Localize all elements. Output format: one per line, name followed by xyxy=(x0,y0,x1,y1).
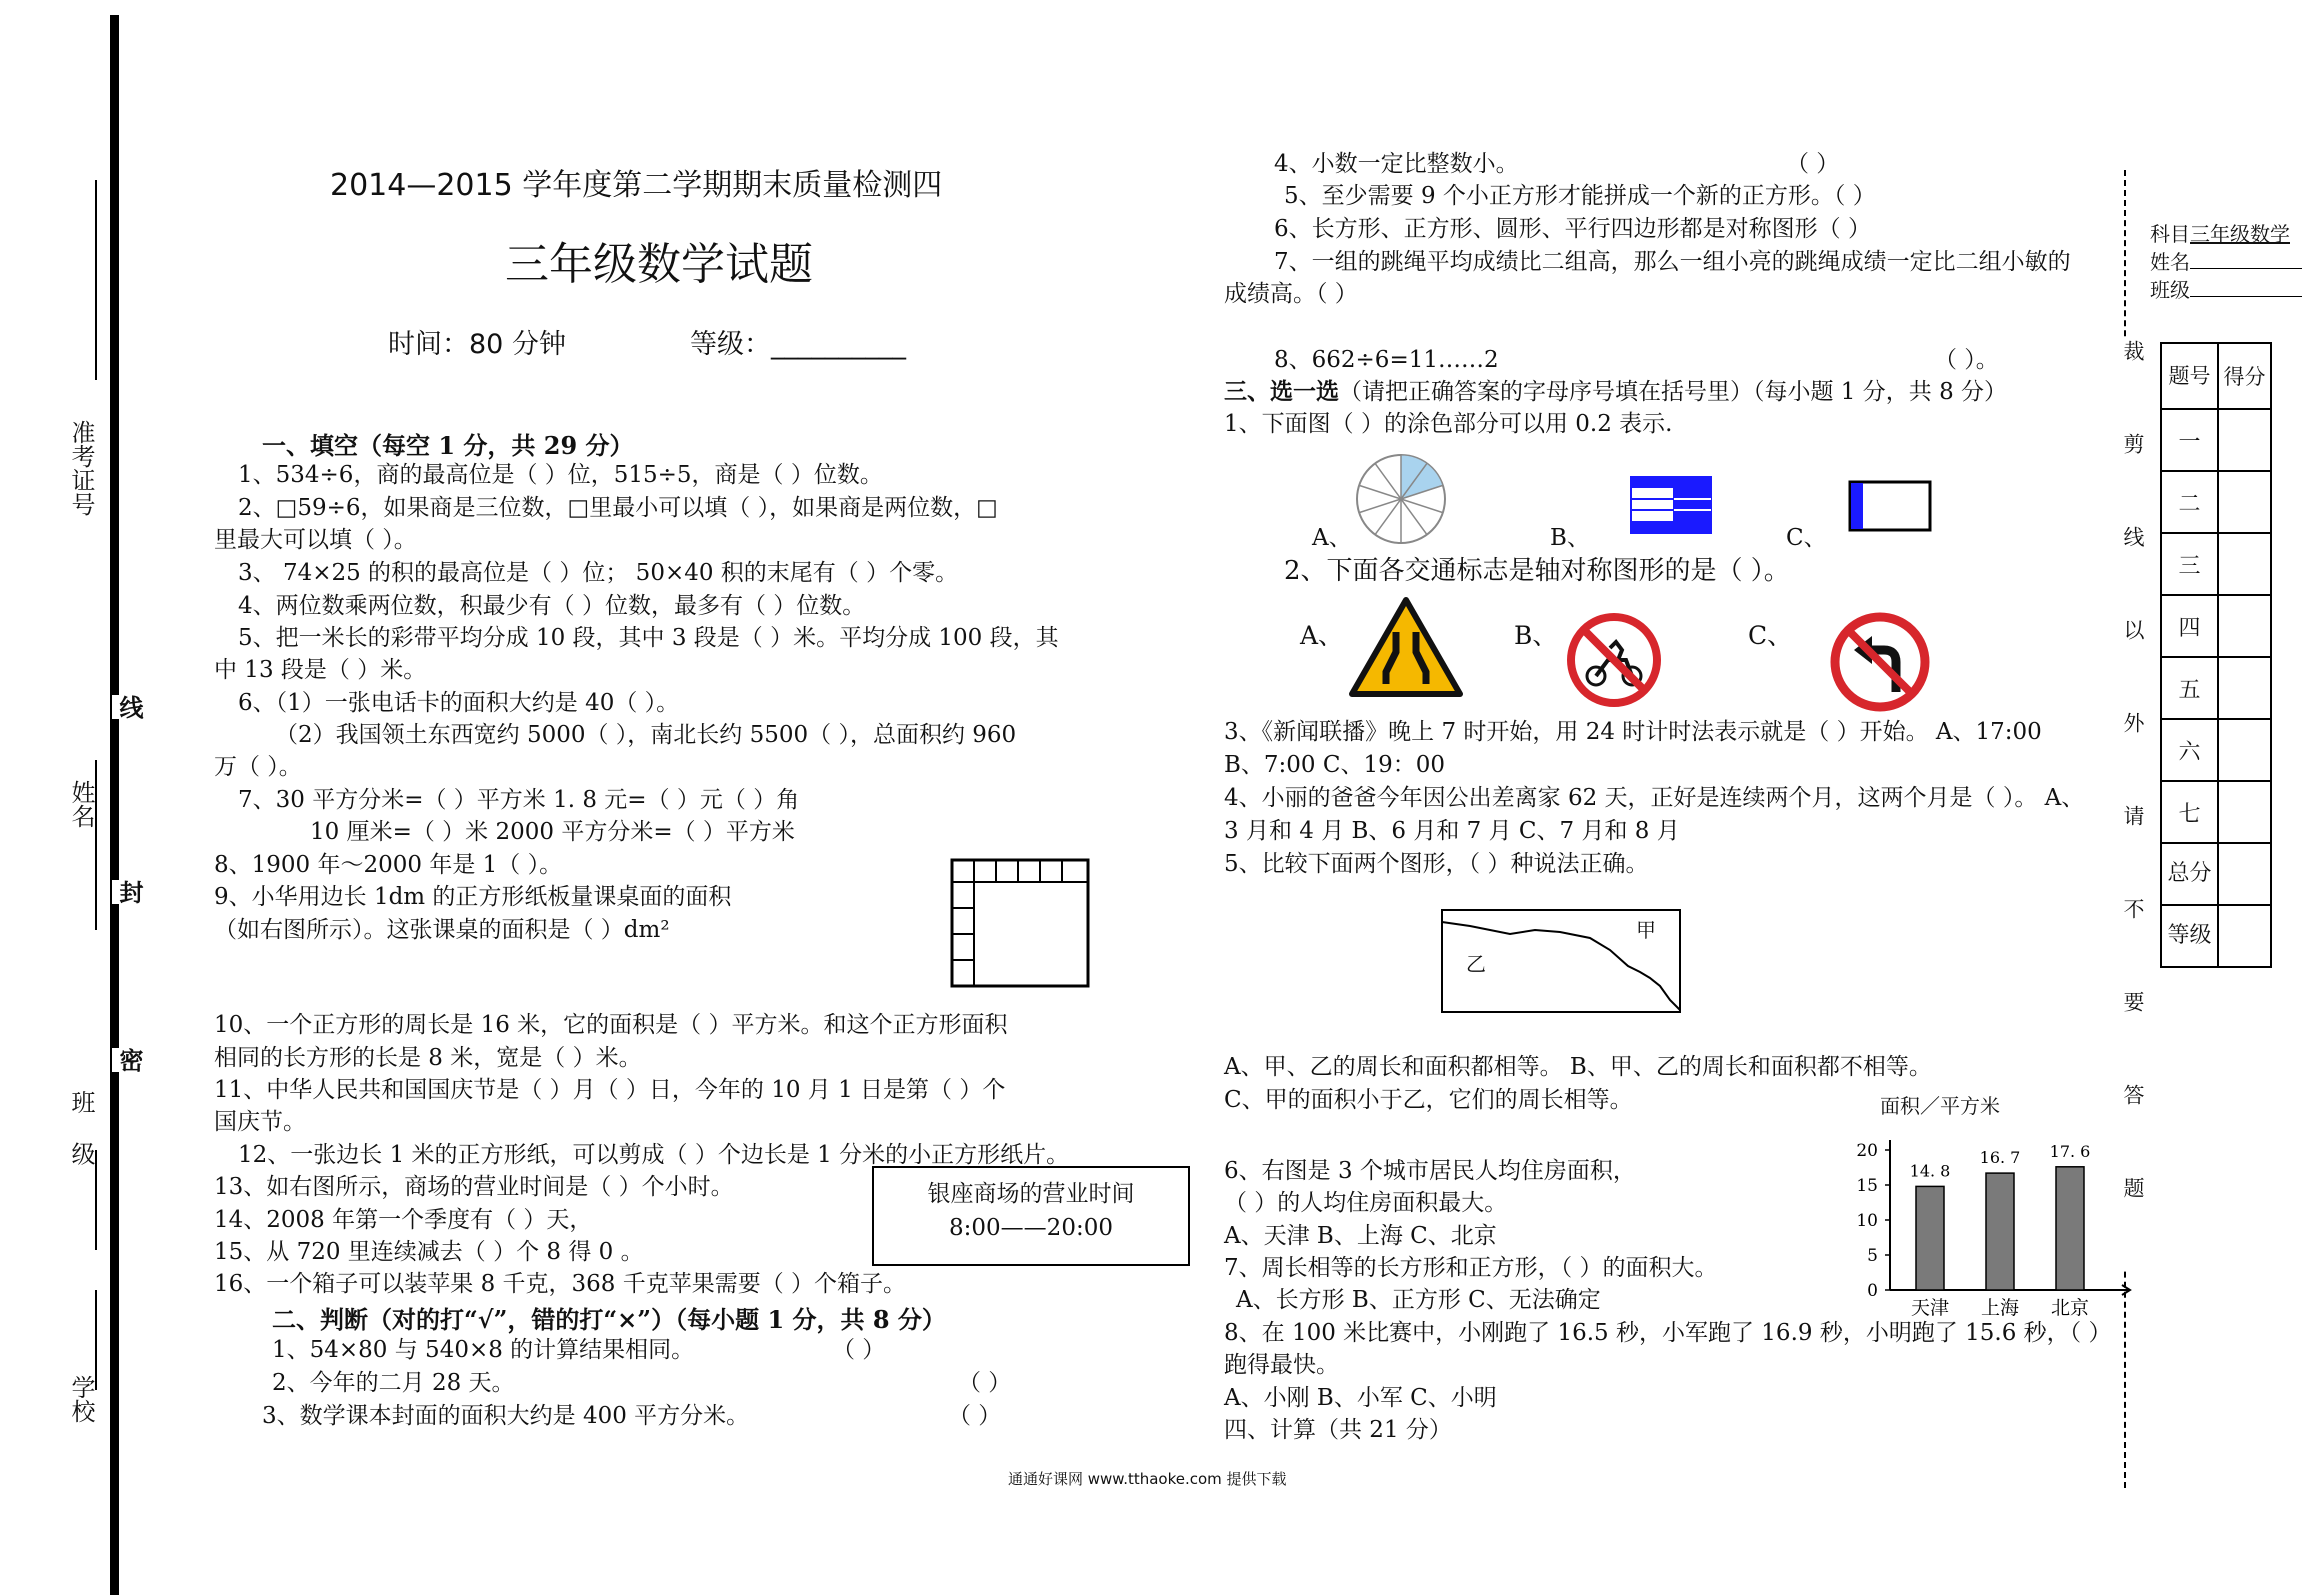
choice-2-opt-a: A、 xyxy=(1300,621,1344,650)
choice-5-opts-ab: A、甲、乙的周长和面积都相等。 B、甲、乙的周长和面积都不相等。 xyxy=(1224,1054,1932,1080)
class-field-blank[interactable] xyxy=(2190,276,2302,297)
s1-line-9: （2）我国领土东西宽约 5000（ ），南北长约 5500（ ），总面积约 960 xyxy=(275,722,1017,748)
s1-line-6: 5、把一米长的彩带平均分成 10 段，其中 3 段是（ ）米。平均分成 100 段，其 xyxy=(238,625,1059,651)
s1-line-10: 万（ ）。 xyxy=(214,754,302,780)
desk-grid-figure xyxy=(950,858,1090,988)
s1-line-1: 1、534÷6，商的最高位是（ ）位，515÷5，商是（ ）位数。 xyxy=(238,462,883,488)
judge-1-paren: （ ） xyxy=(832,1337,886,1363)
judge-4-paren: （ ） xyxy=(1786,151,1840,177)
subject-field xyxy=(2150,220,2290,248)
score-row-label: 六 xyxy=(2161,719,2218,781)
half-filled-rect-figure xyxy=(1848,480,1932,532)
name-field-blank[interactable] xyxy=(2190,248,2302,269)
seal-label-2: 密 xyxy=(112,1048,147,1072)
judge-3-paren: （ ） xyxy=(948,1403,1002,1429)
choice-3: 3、《新闻联播》晚上 7 时开始，用 24 时计时法表示就是（ ）开始。 A、17:00 xyxy=(1224,719,2042,745)
section3-title: 三、选一选 xyxy=(1224,378,1339,405)
score-row-label: 总分 xyxy=(2161,843,2218,905)
time-label: 时间：80 分钟 xyxy=(388,329,566,360)
jia-label: 甲 xyxy=(1636,918,1656,942)
choice-2-opt-c: C、 xyxy=(1748,621,1793,650)
bar-value-label: 17. 6 xyxy=(2049,1141,2091,1161)
cut-char: 不 xyxy=(2121,898,2145,991)
choice-8-cont: 跑得最快。 xyxy=(1224,1352,1339,1378)
s1-line-4: 3、 74×25 的积的最高位是（ ）位； 50×40 积的末尾有（ ）个零。 xyxy=(238,560,959,586)
judge-7-cont: 成绩高。（ ） xyxy=(1224,281,1358,307)
y-tick-label: 0 xyxy=(1867,1281,1878,1301)
category-label: 天津 xyxy=(1910,1297,1950,1319)
s1-line-22: 14、2008 年第一个季度有（ ）天， xyxy=(214,1207,593,1233)
judge-2: 2、今年的二月 28 天。 xyxy=(272,1370,515,1396)
s1-line-17: 相同的长方形的长是 8 米，宽是（ ）米。 xyxy=(214,1045,642,1071)
class-field xyxy=(2150,276,2302,304)
school-label: 学校 xyxy=(67,1375,95,1423)
choice-4: 4、小丽的爸爸今年因公出差离家 62 天，正好是连续两个月，这两个月是（ ）。 A、 xyxy=(1224,785,2085,811)
s1-line-15: （如右图所示）。这张课桌的面积是（ ）dm² xyxy=(214,917,670,943)
s1-line-21: 13、如右图所示，商场的营业时间是（ ）个小时。 xyxy=(214,1174,734,1200)
name-label: 姓名 xyxy=(67,780,95,828)
score-cell[interactable] xyxy=(2218,843,2271,905)
s1-line-5: 4、两位数乘两位数，积最少有（ ）位数，最多有（ ）位数。 xyxy=(238,593,866,619)
choice-1-opt-b: B、 xyxy=(1550,525,1590,551)
score-cell[interactable] xyxy=(2218,719,2271,781)
score-row-label: 三 xyxy=(2161,533,2218,595)
bar-天津 xyxy=(1916,1186,1944,1290)
score-cell[interactable] xyxy=(2218,905,2271,967)
subject-label: 科目 xyxy=(2150,222,2190,246)
score-row-label: 二 xyxy=(2161,471,2218,533)
judge-6: 6、长方形、正方形、圆形、平行四边形都是对称图形（ ） xyxy=(1274,216,1871,242)
bar-value-label: 14. 8 xyxy=(1909,1161,1951,1181)
s1-line-16: 10、一个正方形的周长是 16 米，它的面积是（ ）平方米。和这个正方形面积 xyxy=(214,1012,1008,1038)
judge-4: 4、小数一定比整数小。 xyxy=(1274,151,1519,177)
choice-6-cont: （ ）的人均住房面积最大。 xyxy=(1224,1190,1508,1216)
no-motorcycle-sign-icon xyxy=(1566,612,1662,708)
binding-bar xyxy=(110,15,119,1595)
s1-line-14: 9、小华用边长 1dm 的正方形纸板量课桌面的面积 xyxy=(214,884,732,910)
cut-char: 裁 xyxy=(2121,340,2145,433)
score-table xyxy=(2160,342,2272,968)
main-title: 三年级数学试题 xyxy=(505,239,813,290)
choice-6: 6、右图是 3 个城市居民人均住房面积， xyxy=(1224,1158,1636,1184)
score-row-label: 七 xyxy=(2161,781,2218,843)
score-cell[interactable] xyxy=(2218,409,2271,471)
judge-7: 7、一组的跳绳平均成绩比二组高，那么一组小亮的跳绳成绩一定比二组小敏的 xyxy=(1274,249,2071,275)
category-label: 上海 xyxy=(1980,1297,2020,1319)
cut-char: 剪 xyxy=(2121,433,2145,526)
grade-label: 等级：__________ xyxy=(690,329,906,360)
choice-1-opt-c: C、 xyxy=(1786,525,1827,551)
section1-title: 一、填空（每空 1 分，共 29 分） xyxy=(262,431,634,460)
subject-value: 三年级数学 xyxy=(2190,222,2290,246)
circle-sectors-figure xyxy=(1354,452,1448,546)
bar-北京 xyxy=(2056,1167,2084,1290)
choice-2-opt-b: B、 xyxy=(1514,621,1558,650)
section4-title: 四、计算（共 21 分） xyxy=(1224,1417,1452,1443)
cut-char: 要 xyxy=(2121,991,2145,1084)
s1-line-24: 16、一个箱子可以装苹果 8 千克，368 千克苹果需要（ ）个箱子。 xyxy=(214,1271,907,1297)
choice-6-opts: A、天津 B、上海 C、北京 xyxy=(1224,1223,1497,1249)
s1-line-13: 8、1900 年～2000 年是 1（ ）。 xyxy=(214,852,563,878)
name-field-label: 姓名 xyxy=(2150,250,2190,274)
id-line xyxy=(95,180,97,380)
choice-3-cont: B、7:00 C、19：00 xyxy=(1224,752,1445,778)
choice-8: 8、在 100 米比赛中，小刚跑了 16.5 秒，小军跑了 16.9 秒，小明跑了 15.6 秒，（ ） xyxy=(1224,1320,2112,1346)
choice-8-opts: A、小刚 B、小军 C、小明 xyxy=(1224,1385,1497,1411)
section3-heading xyxy=(1224,376,2007,408)
s1-line-2: 2、□59÷6，如果商是三位数，□里最小可以填（ ），如果商是两位数，□ xyxy=(238,495,998,521)
y-tick-label: 15 xyxy=(1856,1176,1878,1196)
no-left-turn-sign-icon xyxy=(1830,612,1930,712)
y-tick-label: 5 xyxy=(1867,1246,1878,1266)
line-label: 线 xyxy=(112,695,147,719)
mall-box-title: 银座商场的营业时间 xyxy=(927,1181,1135,1207)
cut-char: 请 xyxy=(2121,805,2145,898)
s1-line-3: 里最大可以填（ ）。 xyxy=(214,527,417,553)
y-tick-label: 20 xyxy=(1856,1141,1878,1161)
category-label: 北京 xyxy=(2050,1297,2090,1319)
score-row-label: 一 xyxy=(2161,409,2218,471)
cut-char: 答 xyxy=(2121,1084,2145,1177)
judge-8: 8、662÷6=11……2 xyxy=(1274,347,1499,373)
y-tick-label: 10 xyxy=(1856,1211,1878,1231)
score-cell[interactable] xyxy=(2218,533,2271,595)
choice-7: 7、周长相等的长方形和正方形，（ ）的面积大。 xyxy=(1224,1255,1718,1281)
section3-note: （请把正确答案的字母序号填在括号里）（每小题 1 分，共 8 分） xyxy=(1339,379,2008,405)
choice-1: 1、下面图（ ）的涂色部分可以用 0.2 表示. xyxy=(1224,411,1673,437)
choice-4-cont: 3 月和 4 月 B、6 月和 7 月 C、7 月和 8 月 xyxy=(1224,818,1680,844)
score-row-label: 等级 xyxy=(2161,905,2218,967)
bar-value-label: 16. 7 xyxy=(1979,1148,2021,1168)
score-cell[interactable] xyxy=(2218,471,2271,533)
choice-5: 5、比较下面两个图形，（ ）种说法正确。 xyxy=(1224,851,1649,877)
choice-7-opts: A、长方形 B、正方形 C、无法确定 xyxy=(1236,1287,1601,1313)
s1-line-12: 10 厘米=（ ）米 2000 平方分米=（ ）平方米 xyxy=(310,819,795,845)
score-header-no: 题号 xyxy=(2161,343,2218,409)
housing-bar-chart xyxy=(1840,1120,2160,1330)
class-label: 班 级 xyxy=(67,1090,95,1176)
year-title: 2014—2015 学年度第二学期期末质量检测四 xyxy=(330,168,943,203)
name-field xyxy=(2150,248,2302,276)
judge-1: 1、54×80 与 540×8 的计算结果相同。 xyxy=(272,1337,695,1363)
cut-char: 以 xyxy=(2121,619,2145,712)
s1-line-8: 6、（1）一张电话卡的面积大约是 40（ ）。 xyxy=(238,690,680,716)
chart-title: 面积／平方米 xyxy=(1880,1094,2000,1118)
score-row-label: 五 xyxy=(2161,657,2218,719)
choice-1-opt-a: A、 xyxy=(1312,525,1352,551)
choice-5-opt-c: C、甲的面积小于乙，它们的周长相等。 xyxy=(1224,1087,1633,1113)
score-cell[interactable] xyxy=(2218,657,2271,719)
exam-id-label: 准考证号 xyxy=(67,420,95,516)
class-field-label: 班级 xyxy=(2150,278,2190,302)
mall-hours-box xyxy=(872,1166,1190,1266)
s1-line-20: 12、一张边长 1 米的正方形纸，可以剪成（ ）个边长是 1 分米的小正方形纸片。 xyxy=(238,1142,1070,1168)
s1-line-7: 中 13 段是（ ）米。 xyxy=(214,657,427,683)
cut-char: 外 xyxy=(2121,712,2145,805)
seal-label: 封 xyxy=(112,880,147,904)
judge-2-paren: （ ） xyxy=(958,1370,1012,1396)
score-cell[interactable] xyxy=(2218,595,2271,657)
s1-line-11: 7、30 平方分米=（ ）平方米 1. 8 元=（ ）元（ ）角 xyxy=(238,787,800,813)
score-cell[interactable] xyxy=(2218,781,2271,843)
cut-char: 题 xyxy=(2121,1177,2145,1270)
s1-line-23: 15、从 720 里连续减去（ ）个 8 得 0 。 xyxy=(214,1239,644,1265)
judge-3: 3、数学课本封面的面积大约是 400 平方分米。 xyxy=(262,1403,750,1429)
stripe-rect-figure xyxy=(1630,476,1712,534)
bar-上海 xyxy=(1986,1173,2014,1290)
cut-char: 线 xyxy=(2121,526,2145,619)
s1-line-18: 11、中华人民共和国国庆节是（ ）月（ ）日，今年的 10 月 1 日是第（ ）个 xyxy=(214,1077,1006,1103)
yi-label: 乙 xyxy=(1466,952,1486,976)
s1-line-19: 国庆节。 xyxy=(214,1109,306,1135)
cut-line-text xyxy=(2122,340,2143,1270)
section2-title: 二、判断（对的打“√”，错的打“×”）（每小题 1 分，共 8 分） xyxy=(272,1305,946,1334)
footer-credit: 通通好课网 www.tthaoke.com 提供下载 xyxy=(1008,1470,1287,1488)
judge-8-paren: （ ）。 xyxy=(1934,347,1999,373)
score-header-score: 得分 xyxy=(2218,343,2271,409)
choice-2: 2、下面各交通标志是轴对称图形的是（ ）。 xyxy=(1284,556,1790,586)
judge-5: 5、至少需要 9 个小正方形才能拼成一个新的正方形。（ ） xyxy=(1284,183,1876,209)
narrow-road-sign-icon xyxy=(1348,596,1464,698)
score-row-label: 四 xyxy=(2161,595,2218,657)
mall-box-hours: 8:00——20:00 xyxy=(949,1215,1113,1241)
